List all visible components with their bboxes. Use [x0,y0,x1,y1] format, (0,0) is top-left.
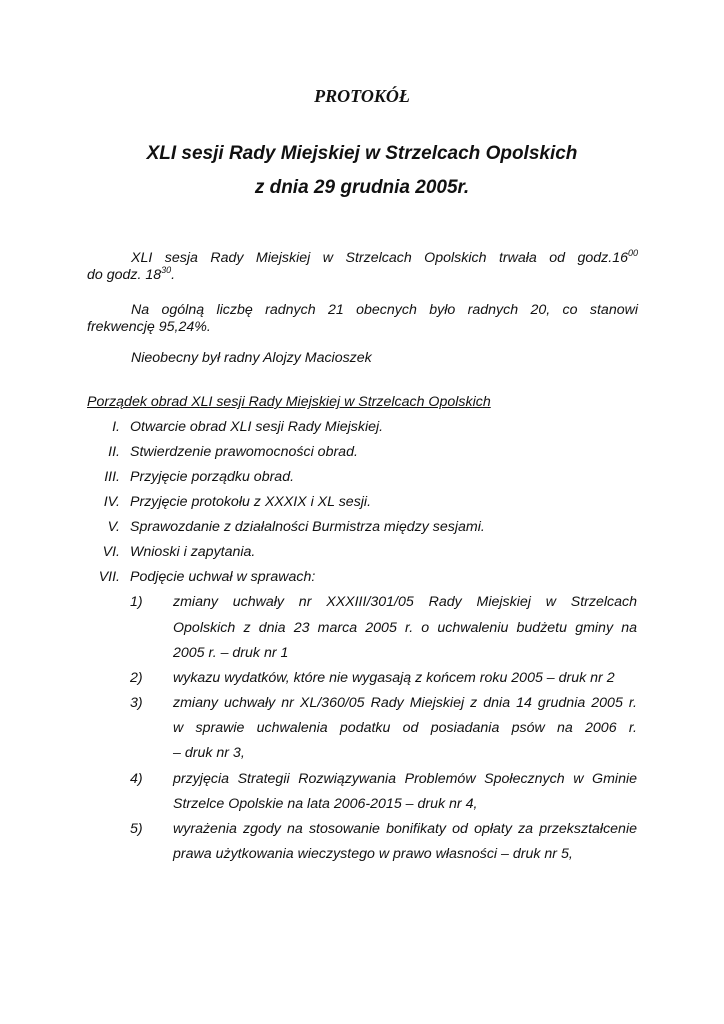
intro-paragraph-2-line-1: Na ogólną liczbę radnych 21 obecnych było radnych 20, co stanowi [131,302,638,318]
agenda-item-text: Przyjęcie protokołu z XXXIX i XL sesji. [130,494,372,510]
superscript-start-minutes: 00 [627,248,638,258]
resolution-text-line: Strzelce Opolskie na lata 2006-2015 – druk nr 4, [173,796,478,812]
resolution-number: 2) [130,670,143,686]
resolution-number: 5) [130,821,143,837]
intro-paragraph-1-line-1: XLI sesja Rady Miejskiej w Strzelcach Opolskich trwała od $godz.16^{00}$ [131,248,638,266]
agenda-item-text: Stwierdzenie prawomocności obrad. [130,444,358,460]
resolution-number: 4) [130,771,143,787]
resolution-number: 3) [130,695,143,711]
agenda-item-text: Podjęcie uchwał w sprawach: [130,569,316,585]
agenda-item-text: Sprawozdanie z działalności Burmistrza między sesjami. [130,519,485,535]
superscript-end-minutes: 30 [161,265,172,275]
resolution-text-line: w sprawie uchwalenia podatku od posiadania psów na 2006 r. [173,720,637,736]
agenda-item-number: II. [108,444,120,460]
resolution-text-line: prawa użytkowania wieczystego w prawo własności – druk nr 5, [173,846,573,862]
resolution-text-line: Opolskich z dnia 23 marca 2005 r. o uchwaleniu budżetu gminy na [173,620,637,636]
resolution-text-line: wyrażenia zgody na stosowanie bonifikaty od opłaty za przekształcenie [173,821,637,837]
agenda-item-number: III. [104,469,120,485]
resolution-text-line: – druk nr 3, [173,745,245,761]
resolution-text-line: zmiany uchwały nr XXXIII/301/05 Rady Miejskiej w Strzelcach [173,594,637,610]
absent-councillor-note: Nieobecny był radny Alojzy Macioszek [131,350,372,366]
agenda-item-text: Otwarcie obrad XLI sesji Rady Miejskiej. [130,419,384,435]
resolution-text-line: wykazu wydatków, które nie wygasają z końcem roku 2005 – druk nr 2 [173,670,615,686]
agenda-item-text: Wnioski i zapytania. [130,544,256,560]
agenda-item-number: I. [112,419,120,435]
resolution-number: 1) [130,594,143,610]
agenda-item-number: VI. [102,544,120,560]
document-title: PROTOKÓŁ [314,86,410,106]
resolution-text-line: przyjęcia Strategii Rozwiązywania Problemów Społecznych w Gminie [173,771,637,787]
intro-paragraph-1-line-2: do godz. $18^{30}$. [87,265,176,283]
resolution-text-line: 2005 r. – druk nr 1 [173,645,289,661]
session-subtitle: XLI sesji Rady Miejskiej w Strzelcach Opolskich [146,143,578,164]
intro-paragraph-2-line-2: frekwencję 95,24%. [87,319,211,335]
agenda-item-number: V. [107,519,120,535]
resolution-text-line: zmiany uchwały nr XL/360/05 Rady Miejskiej z dnia 14 grudnia 2005 r. [173,695,637,711]
session-date: z dnia 29 grudnia 2005r. [254,177,470,198]
agenda-item-text: Przyjęcie porządku obrad. [130,469,295,485]
agenda-item-number: VII. [98,569,120,585]
agenda-item-number: IV. [103,494,120,510]
agenda-heading: Porządek obrad XLI sesji Rady Miejskiej w Strzelcach Opolskich [87,394,491,410]
